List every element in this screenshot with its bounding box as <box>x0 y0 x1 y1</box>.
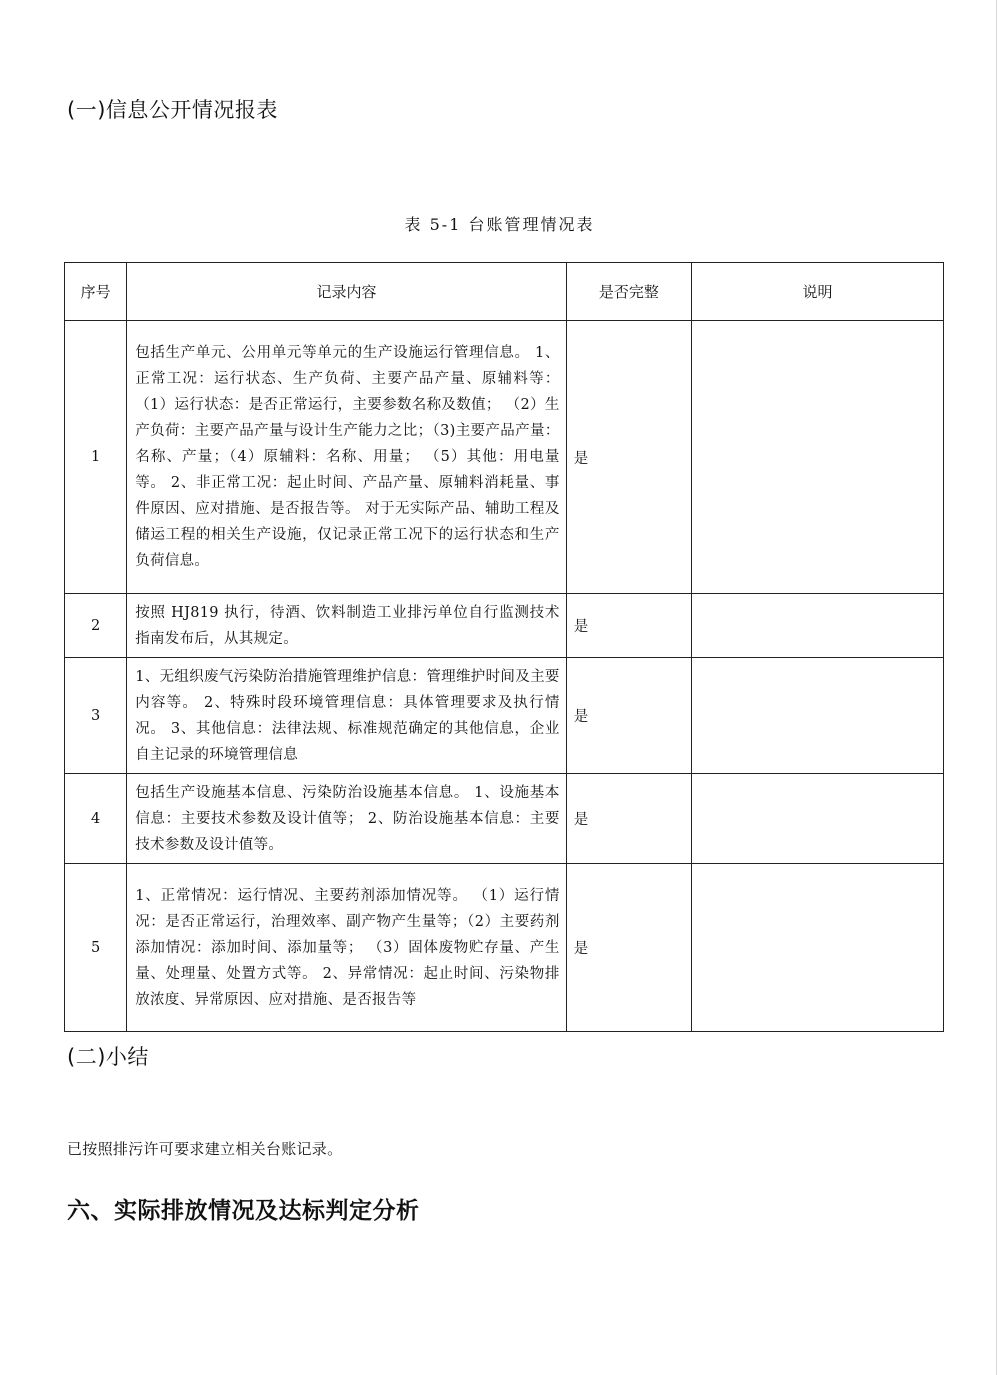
table-row <box>65 774 944 864</box>
row-seq: 3 <box>65 658 127 774</box>
row-seq: 4 <box>65 774 127 864</box>
row-content: 包括生产单元、公用单元等单元的生产设施运行管理信息。 1、正常工况：运行状态、生产负荷、主要产品产量、原辅料等： （1）运行状态：是否正常运行，主要参数名称及数值； （2）生产负荷：主要产品产量与设计生产能力之比；（3)主要产品产量：名称、产量；（4）原辅料：名称、用量； （5）其他：用电量等。 2、非正常工况：起止时间、产品产量、原辅料消耗量、事件原因、应对措施、是否报告等。 对于无实际产品、辅助工程及储运工程的相关生产设施，仅记录正常工况下的运行状态和生产负荷信息。 <box>127 321 567 594</box>
row-content: 1、正常情况：运行情况、主要药剂添加情况等。 （1）运行情况：是否正常运行，治理效率、副产物产生量等；（2）主要药剂添加情况：添加时间、添加量等； （3）固体废物贮存量、产生量、处理量、处置方式等。 2、异常情况：起止时间、污染物排放浓度、异常原因、应对措施、是否报告等 <box>127 864 567 1032</box>
row-content: 按照 HJ819 执行，待酒、饮料制造工业排污单位自行监测技术指南发布后，从其规定。 <box>127 594 567 658</box>
table-row <box>65 321 944 594</box>
row-complete: 是 <box>566 774 691 864</box>
row-note <box>692 594 944 658</box>
row-complete: 是 <box>566 658 691 774</box>
header-note: 说明 <box>692 263 944 321</box>
row-note <box>692 774 944 864</box>
ledger-management-table <box>64 262 944 1032</box>
header-seq: 序号 <box>65 263 127 321</box>
table-row <box>65 658 944 774</box>
row-complete: 是 <box>566 594 691 658</box>
row-seq: 1 <box>65 321 127 594</box>
table-row <box>65 864 944 1032</box>
row-seq: 5 <box>65 864 127 1032</box>
row-content: 包括生产设施基本信息、污染防治设施基本信息。 1、设施基本信息：主要技术参数及设计值等； 2、防治设施基本信息：主要技术参数及设计值等。 <box>127 774 567 864</box>
table-caption: 表 5-1 台账管理情况表 <box>404 215 595 234</box>
subsection-heading-summary: (二)小结 <box>67 1045 149 1069</box>
row-note <box>692 321 944 594</box>
header-complete: 是否完整 <box>566 263 691 321</box>
row-note <box>692 864 944 1032</box>
table-row <box>65 594 944 658</box>
row-complete: 是 <box>566 321 691 594</box>
row-content: 1、无组织废气污染防治措施管理维护信息：管理维护时间及主要内容等。 2、特殊时段环境管理信息：具体管理要求及执行情况。 3、其他信息：法律法规、标准规范确定的其他信息，企业自主记录的环境管理信息 <box>127 658 567 774</box>
summary-paragraph: 已按照排污许可要求建立相关台账记录。 <box>67 1140 343 1158</box>
row-seq: 2 <box>65 594 127 658</box>
row-note <box>692 658 944 774</box>
section-heading: 六、实际排放情况及达标判定分析 <box>67 1198 420 1224</box>
row-complete: 是 <box>566 864 691 1032</box>
page-edge-rule <box>996 0 997 1375</box>
subsection-heading-disclosure: (一)信息公开情况报表 <box>67 98 278 122</box>
header-content: 记录内容 <box>127 263 567 321</box>
table-header-row <box>65 263 944 321</box>
